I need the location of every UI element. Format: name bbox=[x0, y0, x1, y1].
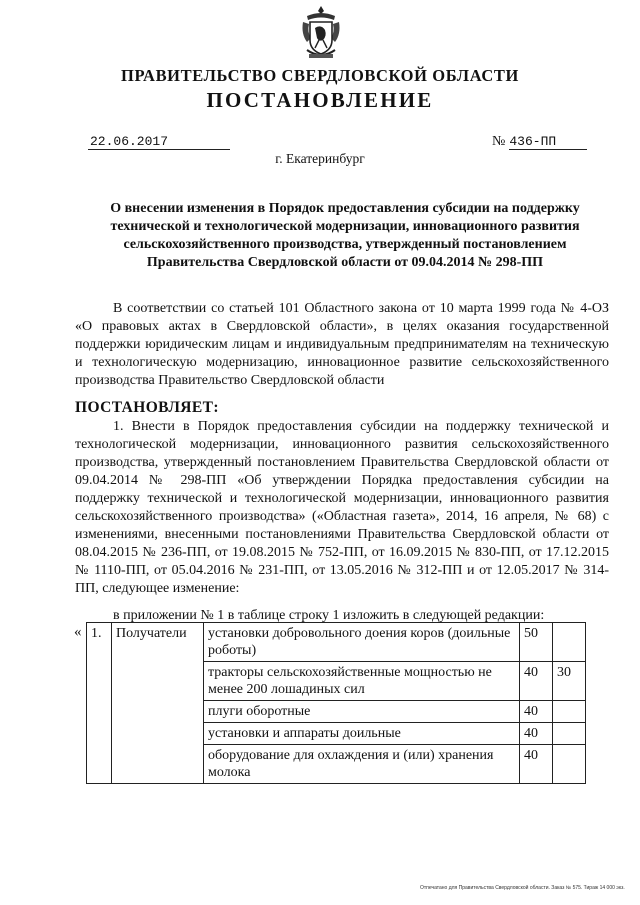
recipients-cell: Получатели bbox=[112, 623, 204, 784]
row-number-cell: 1. bbox=[87, 623, 112, 784]
equipment-description-cell: плуги оборотные bbox=[204, 701, 520, 723]
document-date: 22.06.2017 bbox=[88, 134, 230, 150]
equipment-description-cell: оборудование для охлаждения и (или) хранения молока bbox=[204, 745, 520, 784]
rate-a-cell: 40 bbox=[520, 745, 553, 784]
document-number: 436-ПП bbox=[509, 134, 587, 150]
coat-of-arms-emblem bbox=[299, 4, 343, 62]
appendix-instruction: в приложении № 1 в таблице строку 1 изложить в следующей редакции: bbox=[113, 608, 545, 623]
number-label: № bbox=[492, 134, 506, 149]
document-type: ПОСТАНОВЛЕНИЕ bbox=[206, 88, 434, 112]
rate-b-cell bbox=[553, 745, 586, 784]
table-row bbox=[87, 623, 586, 662]
document-city: г. Екатеринбург bbox=[275, 151, 365, 166]
document-title: О внесении изменения в Порядок предоставления субсидии на поддержку технической и технологической модернизации, инновационного развития сельскохозяйственного производства, утвержденный постановлением Правительства Свердловской области от 09.04.2014 № 298-ПП bbox=[110, 201, 580, 270]
rate-b-cell bbox=[553, 723, 586, 745]
resolves-heading: ПОСТАНОВЛЯЕТ: bbox=[75, 399, 219, 416]
preamble-paragraph: В соответствии со статьей 101 Областного закона от 10 марта 1999 года № 4-ОЗ «О правовых актах в Свердловской области», в целях оказания государственной поддержки юридическим лицам и индивидуальным предпринимателям на техническую и технологическую модернизацию, инновационное развитие сельскохозяйственного производства Правительство Свердловской области bbox=[75, 301, 609, 388]
subsidy-table bbox=[86, 622, 586, 784]
open-quote-mark: « bbox=[74, 624, 82, 640]
rate-a-cell: 40 bbox=[520, 662, 553, 701]
equipment-description-cell: тракторы сельскохозяйственные мощностью не менее 200 лошадиных сил bbox=[204, 662, 520, 701]
print-footer: Отпечатано для Правительства Свердловской области. Заказ № 575. Тираж 14 000 экз. bbox=[420, 885, 625, 891]
rate-a-cell: 40 bbox=[520, 701, 553, 723]
document-number-block bbox=[492, 134, 602, 150]
rate-b-cell bbox=[553, 623, 586, 662]
rate-b-cell bbox=[553, 701, 586, 723]
government-name: ПРАВИТЕЛЬСТВО СВЕРДЛОВСКОЙ ОБЛАСТИ bbox=[121, 66, 519, 85]
rate-b-cell: 30 bbox=[553, 662, 586, 701]
equipment-description-cell: установки добровольного доения коров (доильные роботы) bbox=[204, 623, 520, 662]
equipment-description-cell: установки и аппараты доильные bbox=[204, 723, 520, 745]
clause-1-paragraph: 1. Внести в Порядок предоставления субсидии на поддержку технической и технологической модернизации, инновационного развития сельскохозяйственного производства, утвержденный постановлением Правительства Свердловской области от 09.04.2014 № 298-ПП «Об утверждении Порядка предоставления субсидии на поддержку технической и технологической модернизации, инновационного развития сельскохозяйственного производства» («Областная газета», 2014, 16 апреля, № 68) с изменениями, внесенными постановлениями Правительства Свердловской области от 08.04.2015 № 236-ПП, от 19.08.2015 № 752-ПП, от 16.09.2015 № 830-ПП, от 17.12.2015 № 1110-ПП, от 05.04.2016 № 231-ПП, от 13.05.2016 № 312-ПП и от 12.05.2017 № 314-ПП, следующее изменение: bbox=[75, 419, 609, 596]
rate-a-cell: 40 bbox=[520, 723, 553, 745]
rate-a-cell: 50 bbox=[520, 623, 553, 662]
